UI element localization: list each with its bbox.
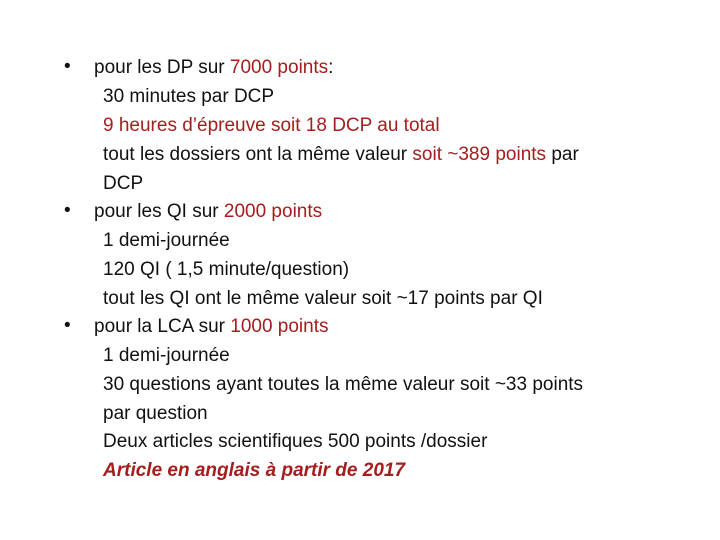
- bullet-1-line-3-c: par: [546, 144, 579, 165]
- bullet-2-highlight: 2000 points: [223, 201, 323, 222]
- bullet-1-suffix: :: [328, 57, 334, 78]
- bullet-3-prefix: pour la LCA sur: [94, 316, 231, 337]
- bullet-1-line-3-a: tout les dossiers ont la même valeur: [103, 144, 413, 165]
- bullet-3-heading: [94, 315, 329, 339]
- bullet-1-line-1: 30 minutes par DCP: [103, 86, 275, 107]
- bullet-1-line-2: 9 heures d’épreuve soit 18 DCP au total: [103, 115, 440, 136]
- bullet-1-line-3: [103, 143, 579, 167]
- bullet-dot-2: •: [64, 200, 71, 221]
- bullet-1-heading: [94, 56, 333, 80]
- bullet-dot-3: •: [64, 315, 71, 336]
- bullet-2-heading: [94, 200, 322, 224]
- bullet-2-line-2: 120 QI ( 1,5 minute/question): [103, 259, 350, 280]
- bullet-3-line-3: par question: [103, 403, 208, 424]
- bullet-3-line-1: 1 demi-journée: [103, 345, 230, 366]
- bullet-2-line-1: 1 demi-journée: [103, 230, 230, 251]
- bullet-dot-1: •: [64, 56, 71, 77]
- bullet-3-line-4: Deux articles scientifiques 500 points /dossier: [103, 431, 488, 452]
- bullet-1-highlight: 7000 points: [229, 57, 329, 78]
- bullet-1-line-4: DCP: [103, 173, 144, 194]
- bullet-2-prefix: pour les QI sur: [94, 201, 224, 222]
- bullet-3-highlight: 1000 points: [230, 316, 329, 337]
- bullet-3-line-5: Article en anglais à partir de 2017: [103, 460, 406, 481]
- bullet-1-line-3-b: soit ~389 points: [412, 144, 547, 165]
- bullet-3-line-2: 30 questions ayant toutes la même valeur soit ~33 points: [103, 374, 584, 395]
- bullet-1-prefix: pour les DP sur: [94, 57, 230, 78]
- bullet-2-line-3: tout les QI ont le même valeur soit ~17 points par QI: [103, 288, 543, 309]
